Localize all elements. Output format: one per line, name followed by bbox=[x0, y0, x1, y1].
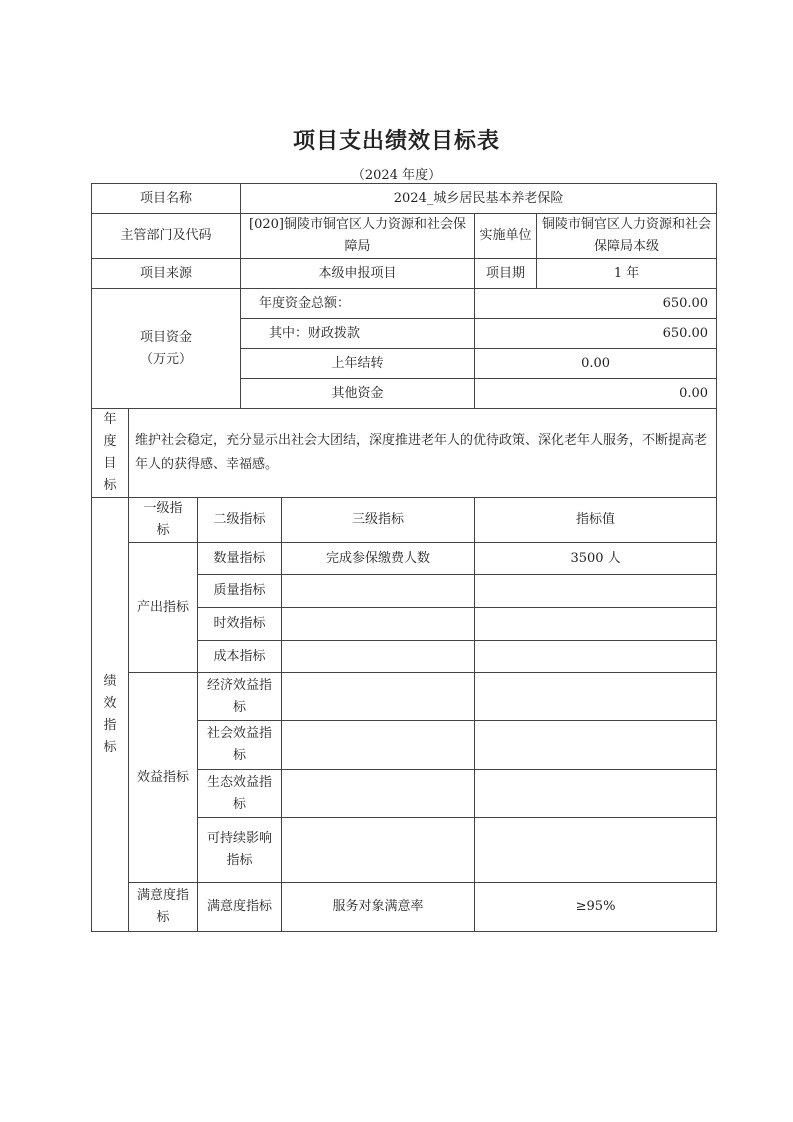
funds-total-label: 年度资金总额： bbox=[241, 289, 475, 319]
value-cell bbox=[475, 608, 717, 641]
page-subtitle: （2024 年度） bbox=[351, 168, 442, 183]
table-row bbox=[92, 543, 717, 575]
project-name-value: 2024_城乡居民基本养老保险 bbox=[241, 184, 717, 214]
funds-carryover-value: 0.00 bbox=[475, 349, 717, 379]
level2-cell: 满意度指标 bbox=[198, 883, 282, 932]
value-cell bbox=[475, 641, 717, 673]
value-cell bbox=[475, 575, 717, 608]
level2-cell: 时效指标 bbox=[198, 608, 282, 641]
header-level1: 一级指标 bbox=[129, 498, 198, 543]
row-annual-goal bbox=[92, 409, 717, 498]
satisfaction-indicator-label: 满意度指标 bbox=[129, 883, 198, 932]
source-label: 项目来源 bbox=[92, 259, 241, 289]
value-cell bbox=[475, 721, 717, 770]
header-level2: 二级指标 bbox=[198, 498, 282, 543]
table-row bbox=[92, 883, 717, 932]
benefit-indicator-label: 效益指标 bbox=[129, 673, 198, 883]
level2-cell: 社会效益指标 bbox=[198, 721, 282, 770]
row-department bbox=[92, 214, 717, 259]
level3-cell bbox=[282, 818, 475, 883]
header-level3: 三级指标 bbox=[282, 498, 475, 543]
table-row bbox=[92, 673, 717, 721]
level3-cell bbox=[282, 608, 475, 641]
funds-unit: （万元） bbox=[140, 351, 193, 367]
row-project-name bbox=[92, 184, 717, 214]
implementing-unit-label: 实施单位 bbox=[475, 214, 537, 259]
performance-target-table bbox=[91, 183, 717, 932]
funds-label-text: 项目资金 bbox=[140, 329, 193, 345]
funds-fiscal-label: 其中：财政拨款 bbox=[241, 319, 475, 349]
period-value: 1 年 bbox=[537, 259, 717, 289]
level2-cell: 成本指标 bbox=[198, 641, 282, 673]
department-value: [020]铜陵市铜官区人力资源和社会保障局 bbox=[241, 214, 475, 259]
funds-fiscal-value: 650.00 bbox=[475, 319, 717, 349]
value-cell bbox=[475, 818, 717, 883]
level3-cell bbox=[282, 575, 475, 608]
level2-cell: 数量指标 bbox=[198, 543, 282, 575]
level2-cell: 经济效益指标 bbox=[198, 673, 282, 721]
period-label: 项目期 bbox=[475, 259, 537, 289]
department-label: 主管部门及代码 bbox=[92, 214, 241, 259]
indicator-header-row bbox=[92, 498, 717, 543]
value-cell bbox=[475, 673, 717, 721]
output-indicator-label: 产出指标 bbox=[129, 543, 198, 673]
funds-other-label: 其他资金 bbox=[241, 379, 475, 409]
level3-cell bbox=[282, 641, 475, 673]
header-value: 指标值 bbox=[475, 498, 717, 543]
funds-other-value: 0.00 bbox=[475, 379, 717, 409]
annual-goal-text: 维护社会稳定，充分显示出社会大团结，深度推进老年人的优待政策、深化老年人服务，不断提高老年人的获得感、幸福感。 bbox=[129, 409, 717, 498]
level3-cell: 服务对象满意率 bbox=[282, 883, 475, 932]
level2-cell: 质量指标 bbox=[198, 575, 282, 608]
level3-cell bbox=[282, 770, 475, 818]
indicators-label: 绩效指标 bbox=[92, 498, 129, 932]
level2-cell: 可持续影响指标 bbox=[198, 818, 282, 883]
funds-carryover-label: 上年结转 bbox=[241, 349, 475, 379]
row-source bbox=[92, 259, 717, 289]
level3-cell bbox=[282, 673, 475, 721]
level3-cell: 完成参保缴费人数 bbox=[282, 543, 475, 575]
implementing-unit-value: 铜陵市铜官区人力资源和社会保障局本级 bbox=[537, 214, 717, 259]
page-title: 项目支出绩效目标表 bbox=[292, 128, 500, 154]
level3-cell bbox=[282, 721, 475, 770]
value-cell: 3500 人 bbox=[475, 543, 717, 575]
value-cell bbox=[475, 770, 717, 818]
funds-total-value: 650.00 bbox=[475, 289, 717, 319]
annual-goal-label: 年度目标 bbox=[92, 409, 129, 498]
funds-label bbox=[92, 289, 241, 409]
level2-cell: 生态效益指标 bbox=[198, 770, 282, 818]
project-name-label: 项目名称 bbox=[92, 184, 241, 214]
value-cell: ≥95% bbox=[475, 883, 717, 932]
source-value: 本级申报项目 bbox=[241, 259, 475, 289]
funds-row bbox=[92, 289, 717, 319]
